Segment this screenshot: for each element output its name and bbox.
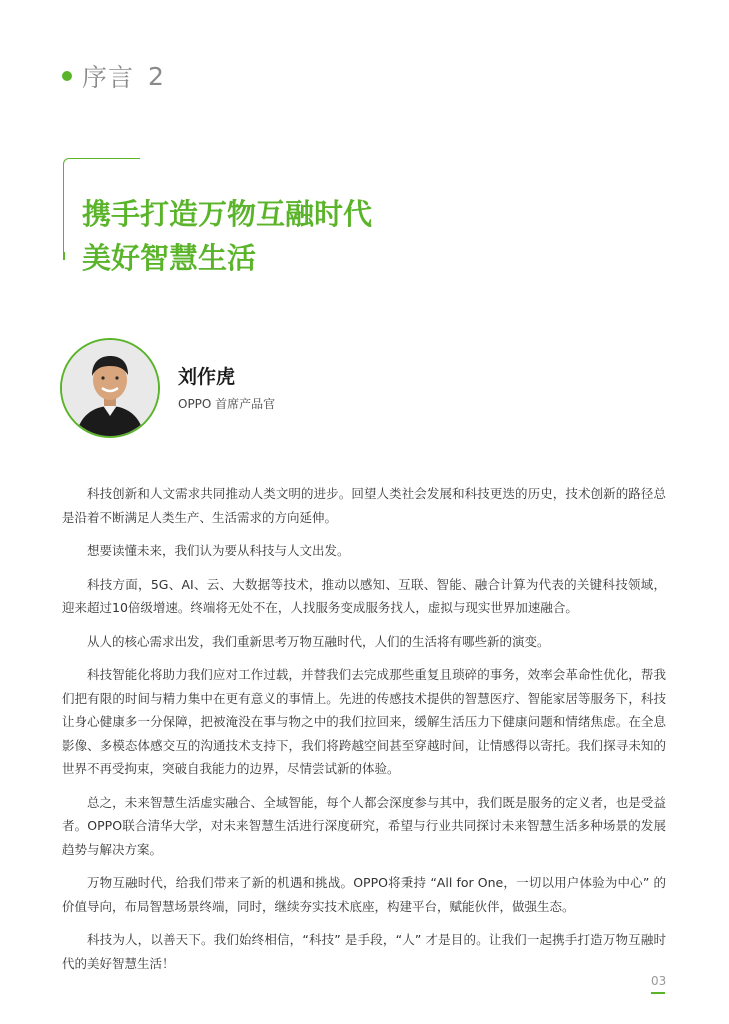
headline-bracket-end	[63, 252, 65, 260]
paragraph: 科技为人，以善天下。我们始终相信，“科技” 是手段，“人” 才是目的。让我们一起携手打造万物互融时代的美好智慧生活！	[62, 932, 666, 971]
headline-line-1: 携手打造万物互融时代	[82, 197, 373, 231]
section-title: 序言	[82, 63, 135, 92]
headline-line-2: 美好智慧生活	[82, 241, 257, 275]
paragraph: 万物互融时代，给我们带来了新的机遇和挑战。OPPO将秉持 “All for One，一切以用户体验为中心” 的价值导向，布局智慧场景终端，同时，继续夯实技术底座，构建平台，赋能伙伴，做强生态。	[62, 875, 666, 914]
avatar	[60, 338, 160, 438]
page-number: 03	[651, 974, 667, 988]
page-number-underline	[651, 992, 665, 994]
author-name: 刘作虎	[178, 366, 236, 388]
body-text	[62, 482, 666, 985]
section-number: 2	[148, 61, 164, 91]
page-title	[82, 192, 372, 280]
paragraph: 从人的核心需求出发，我们重新思考万物互融时代，人们的生活将有哪些新的演变。	[87, 633, 550, 649]
paragraph: 科技方面，5G、AI、云、大数据等技术，推动以感知、互联、智能、融合计算为代表的关键科技领域，迎来超过10倍级增速。终端将无处不在，人找服务变成服务找人，虚拟与现实世界加速融合。	[62, 576, 666, 615]
portrait-illustration	[62, 340, 158, 436]
paragraph: 科技创新和人文需求共同推动人类文明的进步。回望人类社会发展和科技更迭的历史，技术创新的路径总是沿着不断满足人类生产、生活需求的方向延伸。	[62, 486, 666, 525]
author-title: OPPO 首席产品官	[178, 397, 276, 411]
paragraph: 科技智能化将助力我们应对工作过载，并替我们去完成那些重复且琐碎的事务，效率会革命性优化，帮我们把有限的时间与精力集中在更有意义的事情上。先进的传感技术提供的智慧医疗、智能家居等服务下，科技让身心健康多一分保障，把被淹没在事与物之中的我们拉回来，缓解生活压力下健康问题和情绪焦虑。在全息影像、多模态体感交互的沟通技术支持下，我们将跨越空间甚至穿越时间，让情感得以寄托。我们探寻未知的世界不再受拘束，突破自我能力的边界，尽情尝试新的体验。	[62, 667, 666, 776]
dot-icon	[62, 71, 72, 81]
paragraph: 想要读懂未来，我们认为要从科技与人文出发。	[87, 543, 350, 558]
section-header	[62, 60, 164, 92]
paragraph: 总之，未来智慧生活虚实融合、全域智能，每个人都会深度参与其中，我们既是服务的定义者，也是受益者。OPPO联合清华大学，对未来智慧生活进行深度研究，希望与行业共同探讨未来智慧生活多种场景的发展趋势与解决方案。	[62, 794, 666, 857]
